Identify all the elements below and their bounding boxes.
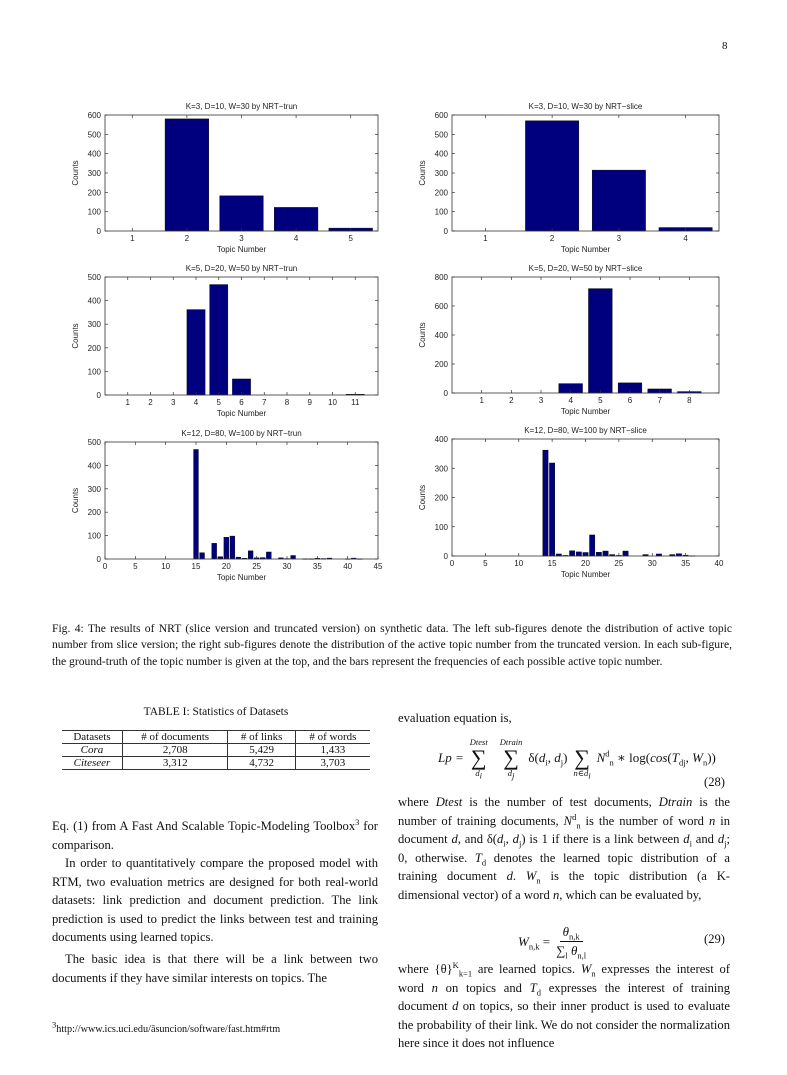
table-cell: Cora <box>80 744 104 756</box>
text-run: in document <box>398 813 731 847</box>
page-number: 8 <box>722 40 728 52</box>
table-header: # of words <box>295 731 370 744</box>
sum-lower-sub: j <box>511 770 515 781</box>
math-symbol: cos <box>650 749 668 765</box>
equation-number-28: (28) <box>704 775 725 789</box>
math-symbol: θ <box>562 924 569 939</box>
math-sup: d <box>572 811 577 822</box>
x-tick-label: 9 <box>307 398 312 407</box>
chart-title: K=12, D=80, W=100 by NRT−trun <box>181 429 302 438</box>
y-tick-label: 200 <box>87 188 101 198</box>
table-header: # of links <box>228 731 295 744</box>
math-symbol: T <box>474 850 482 865</box>
text-run: )) <box>707 749 716 765</box>
math-symbol: Dtest <box>435 795 463 809</box>
math-sub: d <box>481 857 487 868</box>
x-tick-label: 3 <box>616 234 622 243</box>
math-symbol: d <box>717 832 725 847</box>
text-run: for comparison. <box>52 819 378 852</box>
chart-k3-slice <box>407 97 729 263</box>
table-cell: 5,429 <box>228 744 295 757</box>
sum-words <box>573 738 591 781</box>
math-sub: n <box>591 968 596 979</box>
math-sub: l <box>565 950 568 961</box>
bar <box>194 449 199 559</box>
y-axis-label: Counts <box>71 323 80 349</box>
bar <box>266 552 271 559</box>
paragraph-evaluation-metrics <box>52 854 378 947</box>
math-sub: i <box>503 838 506 849</box>
y-tick-label: 0 <box>443 552 448 561</box>
x-tick-label: 7 <box>657 396 662 405</box>
math-sub: n,k <box>528 941 540 952</box>
eq-lhs <box>518 934 550 950</box>
math-sub: n <box>702 757 708 768</box>
text-run: , <box>505 832 513 847</box>
bar <box>590 535 595 556</box>
math-symbol: T <box>529 980 537 995</box>
math-sub: k=1 <box>458 968 473 979</box>
sum-upper: Dtrain <box>499 737 523 747</box>
text-run: where {θ} <box>398 962 453 976</box>
text-run: where <box>398 795 436 809</box>
x-tick-label: 4 <box>683 234 688 243</box>
x-tick-label: 2 <box>148 398 153 407</box>
x-tick-label: 8 <box>687 396 692 405</box>
paragraph-evaluation-intro <box>398 709 730 728</box>
y-tick-label: 200 <box>434 493 448 503</box>
math-symbol: d <box>554 749 561 765</box>
y-tick-label: 100 <box>434 207 448 217</box>
text-run: In order to quantitatively compare the proposed model with RTM, two evaluation metrics are designed for both real-world datasets: link prediction and document prediction. The link prediction is used to predict the links between test and training documents using learned topics. <box>52 856 378 945</box>
math-symbol: N <box>563 813 573 828</box>
figure-caption: Fig. 4: The results of NRT (slice version and truncated version) on synthetic data. The left sub-figures denote the distribution of active topic number from slice version; the right sub-figures denote the distribution of the active topic number from the truncated version. In each sub-figure, the ground-truth of the topic number is given at the top, and the bars represent the frequencies of each possible active topic number. <box>52 622 732 668</box>
bar <box>576 552 581 556</box>
text-run: , which can be evaluated by, <box>559 887 702 902</box>
text-run: expresses the interest of training document <box>398 980 730 1014</box>
chart-svg <box>407 97 729 263</box>
y-axis-label: Counts <box>418 160 427 186</box>
x-tick-label: 35 <box>681 559 691 568</box>
math-symbol: d <box>451 832 458 847</box>
table-header-row <box>62 731 370 744</box>
chart-svg <box>60 259 388 427</box>
x-tick-label: 5 <box>216 398 221 407</box>
y-tick-label: 800 <box>434 273 448 282</box>
bar <box>165 119 209 231</box>
table-row <box>62 744 370 757</box>
y-axis-label: Counts <box>71 160 80 186</box>
x-tick-label: 6 <box>239 398 244 407</box>
x-axis-label: Topic Number <box>560 245 611 254</box>
x-tick-label: 6 <box>627 396 633 405</box>
math-symbol: W <box>692 749 703 765</box>
math-symbol: d <box>496 832 504 847</box>
x-tick-label: 10 <box>328 398 337 407</box>
bar <box>596 552 601 556</box>
y-tick-label: 600 <box>87 111 101 120</box>
text-run: ) <box>563 749 568 765</box>
bar <box>212 543 217 559</box>
text-run: The basic idea is that there will be a link between two documents if they have similar interests on topics. The <box>52 952 378 985</box>
x-tick-label: 35 <box>312 562 322 571</box>
chart-k12-trun <box>60 424 388 591</box>
text-run: . <box>512 869 526 884</box>
plot-frame <box>105 277 378 395</box>
y-tick-label: 100 <box>87 207 101 217</box>
math-symbol: n <box>431 980 438 995</box>
chart-title: K=5, D=20, W=50 by NRT−slice <box>528 264 643 273</box>
math-symbol: T <box>671 749 679 765</box>
table-row <box>62 757 370 770</box>
text-run: evaluation equation is, <box>398 711 512 725</box>
math-symbol: Dtrain <box>658 795 693 809</box>
text-run: is the number of test documents, <box>462 795 659 809</box>
x-tick-label: 5 <box>483 559 488 568</box>
x-tick-label: 15 <box>547 559 557 568</box>
y-tick-label: 600 <box>434 111 448 120</box>
bar <box>569 551 574 556</box>
y-tick-label: 200 <box>434 360 448 369</box>
x-tick-label: 2 <box>509 396 514 405</box>
bar <box>603 551 608 556</box>
bar <box>230 536 235 559</box>
math-sub: dj <box>679 757 686 768</box>
y-tick-label: 500 <box>87 273 101 282</box>
math-sup: 3 <box>355 816 360 827</box>
plot-frame <box>452 115 719 231</box>
x-tick-label: 4 <box>193 398 199 407</box>
bar <box>248 551 253 559</box>
datasets-table <box>62 730 370 770</box>
bar <box>543 450 548 556</box>
x-axis-label: Topic Number <box>560 570 611 579</box>
y-tick-label: 300 <box>87 484 101 494</box>
plot-frame <box>452 277 719 393</box>
y-tick-label: 0 <box>96 227 101 236</box>
chart-k12-slice <box>407 421 729 588</box>
table-cell: 3,703 <box>295 757 370 770</box>
math-symbol: d <box>538 749 546 765</box>
math-sup: K <box>452 959 459 970</box>
y-axis-label: Counts <box>71 487 80 514</box>
eq-delta <box>528 750 567 766</box>
paragraph-eq29-explanation <box>398 960 730 1053</box>
paragraph-eq28-explanation <box>398 793 730 905</box>
paragraph-basic-idea <box>52 950 378 987</box>
chart-title: K=12, D=80, W=100 by NRT−slice <box>524 426 647 435</box>
text-run: ( <box>667 749 672 765</box>
x-tick-label: 0 <box>102 562 108 571</box>
x-tick-label: 2 <box>549 234 555 243</box>
bar <box>592 170 645 231</box>
math-sub: n <box>576 820 581 831</box>
math-symbol: n <box>552 887 560 902</box>
math-sub: j <box>560 757 564 768</box>
y-tick-label: 200 <box>87 508 101 518</box>
bar <box>525 121 578 231</box>
y-tick-label: 300 <box>434 464 448 474</box>
y-tick-label: 0 <box>96 391 101 400</box>
chart-svg <box>60 424 388 591</box>
x-tick-label: 4 <box>293 234 299 243</box>
table-header: Datasets <box>73 731 111 743</box>
table-cell: Citeseer <box>73 757 111 769</box>
math-symbol: θ <box>567 943 578 958</box>
sum-dtrain <box>499 737 523 781</box>
y-tick-label: 100 <box>87 367 101 377</box>
math-sub: i <box>545 757 548 768</box>
x-axis-label: Topic Number <box>216 409 267 418</box>
text-run: ∑ <box>556 943 566 958</box>
bar <box>210 285 228 395</box>
paragraph-eq-reference <box>52 817 378 854</box>
chart-k5-slice <box>407 259 729 425</box>
x-tick-label: 45 <box>373 562 383 571</box>
chart-title: K=3, D=10, W=30 by NRT−trun <box>185 102 298 111</box>
sum-lower: d <box>475 767 480 778</box>
x-tick-label: 3 <box>171 398 176 407</box>
x-tick-label: 0 <box>449 559 455 568</box>
x-tick-label: 20 <box>581 559 590 568</box>
x-tick-label: 3 <box>538 396 544 405</box>
chart-title: K=3, D=10, W=30 by NRT−slice <box>528 102 643 111</box>
y-tick-label: 300 <box>434 169 448 178</box>
sum-lower: d <box>507 767 512 778</box>
y-tick-label: 400 <box>434 149 448 159</box>
sigma-symbol: ∑ <box>503 744 519 770</box>
text-run: ∗ log( <box>613 749 651 765</box>
x-tick-label: 5 <box>348 234 353 243</box>
sum-lower-sub: i <box>479 770 483 781</box>
chart-title: K=5, D=20, W=50 by NRT−trun <box>185 264 298 273</box>
y-tick-label: 200 <box>87 343 101 353</box>
fraction <box>556 924 586 959</box>
sigma-symbol: ∑ <box>470 744 487 770</box>
x-tick-label: 40 <box>714 559 724 568</box>
y-tick-label: 500 <box>87 130 101 140</box>
text-run: , <box>685 749 693 765</box>
chart-svg <box>407 421 729 588</box>
equation-29 <box>518 924 586 959</box>
text-run: are learned topics. <box>472 962 581 976</box>
x-tick-label: 5 <box>133 562 138 571</box>
y-tick-label: 400 <box>87 296 101 306</box>
x-tick-label: 1 <box>125 398 130 407</box>
math-sup: 3 <box>52 1019 57 1030</box>
math-sub: j <box>724 838 727 849</box>
text-run: = <box>539 933 551 949</box>
text-run: on topics and <box>437 980 530 995</box>
math-sub: n,k <box>568 931 580 942</box>
x-axis-label: Topic Number <box>216 573 267 582</box>
chart-k3-trun <box>60 97 388 263</box>
bar <box>220 196 264 231</box>
y-tick-label: 100 <box>434 522 448 532</box>
chart-svg <box>60 97 388 263</box>
y-tick-label: 400 <box>87 149 101 159</box>
y-axis-label: Counts <box>418 484 427 511</box>
x-tick-label: 30 <box>647 559 657 568</box>
math-sub: j <box>518 838 522 849</box>
text-run: expresses the interest of word <box>398 962 730 995</box>
y-tick-label: 300 <box>87 320 101 330</box>
table-cell: 3,312 <box>122 757 227 770</box>
plot-frame <box>105 442 378 559</box>
bar <box>549 463 554 556</box>
footnote <box>52 1019 281 1035</box>
math-symbol: N <box>596 749 606 765</box>
y-tick-label: 0 <box>443 227 448 236</box>
chart-k5-trun <box>60 259 388 427</box>
math-sub: i <box>689 838 692 849</box>
fraction-numerator <box>560 924 583 942</box>
y-tick-label: 400 <box>87 461 101 471</box>
sum-upper: Dtest <box>469 737 488 747</box>
math-sub: n,l <box>577 950 587 961</box>
table-title: TABLE I: Statistics of Datasets <box>143 706 289 718</box>
y-tick-label: 400 <box>434 435 448 444</box>
x-tick-label: 40 <box>343 562 353 571</box>
x-tick-label: 2 <box>184 234 190 243</box>
table-header: # of documents <box>122 731 227 744</box>
x-tick-label: 3 <box>239 234 244 243</box>
bar <box>274 207 318 231</box>
text-run: and <box>691 832 718 847</box>
math-symbol: n <box>708 813 716 828</box>
x-tick-label: 1 <box>130 234 135 243</box>
y-tick-label: 100 <box>87 531 101 541</box>
sum-dtest <box>469 737 488 781</box>
x-axis-label: Topic Number <box>560 407 611 416</box>
fraction-denominator <box>556 942 586 959</box>
math-symbol: W <box>525 869 537 884</box>
bar <box>623 551 628 556</box>
math-sub: n <box>609 757 614 768</box>
math-sub: n <box>536 875 541 886</box>
plot-frame <box>452 439 719 556</box>
text-run: , <box>547 749 555 765</box>
text-run: is the topic distribution (a K-dimensional vector) of a word <box>398 869 730 902</box>
bar <box>588 289 612 393</box>
x-tick-label: 11 <box>351 398 360 407</box>
text-run: is the number of training documents, <box>398 795 730 828</box>
x-tick-label: 20 <box>221 562 231 571</box>
math-sub: d <box>536 987 541 998</box>
x-tick-label: 25 <box>614 559 624 568</box>
math-symbol: d <box>452 999 459 1014</box>
y-tick-label: 300 <box>87 169 101 178</box>
y-tick-label: 500 <box>434 130 448 140</box>
eq-lhs: Lp = <box>438 749 464 765</box>
y-tick-label: 500 <box>87 438 101 447</box>
sum-lower-sub: i <box>588 770 591 781</box>
y-tick-label: 0 <box>96 555 101 564</box>
math-symbol: d <box>512 832 519 847</box>
x-tick-label: 4 <box>568 396 573 405</box>
sigma-symbol: ∑ <box>574 744 590 770</box>
table-cell: 2,708 <box>122 744 227 757</box>
table-cell: 1,433 <box>295 744 370 757</box>
y-tick-label: 200 <box>434 188 448 198</box>
x-tick-label: 1 <box>479 396 484 405</box>
math-symbol: W <box>580 962 592 976</box>
x-tick-label: 25 <box>252 562 262 571</box>
text-run: is the number of word <box>580 813 709 828</box>
y-tick-label: 0 <box>443 389 448 398</box>
table-cell: 4,732 <box>228 757 295 770</box>
sum-lower: n∈d <box>573 767 589 778</box>
math-symbol: d <box>506 869 513 884</box>
eq-rhs <box>597 750 716 766</box>
math-sup: d <box>605 748 610 759</box>
x-tick-label: 30 <box>282 562 292 571</box>
x-tick-label: 10 <box>514 559 524 568</box>
text-run: Eq. (1) from A Fast And Scalable Topic-Modeling Toolbox <box>52 819 356 833</box>
text-run: ) is 1 if there is a link between <box>521 832 684 847</box>
y-axis-label: Counts <box>418 322 427 348</box>
text-run: http://www.ics.uci.edu/āsuncion/software/fast.htm#rtm <box>56 1024 281 1035</box>
x-tick-label: 10 <box>161 562 171 571</box>
y-tick-label: 400 <box>434 331 448 340</box>
bar <box>200 553 205 559</box>
bar <box>187 310 205 395</box>
chart-svg <box>407 259 729 425</box>
text-run: ; 0, otherwise. <box>398 832 730 865</box>
equation-number-29: (29) <box>704 932 725 946</box>
y-tick-label: 600 <box>434 302 448 311</box>
bar <box>291 555 296 559</box>
x-tick-label: 15 <box>191 562 201 571</box>
text-run: , and δ( <box>457 832 497 847</box>
bar <box>224 537 229 559</box>
math-symbol: W <box>518 933 529 949</box>
equation-28 <box>438 737 716 781</box>
x-axis-label: Topic Number <box>216 245 267 254</box>
math-symbol: d <box>683 832 690 847</box>
x-tick-label: 1 <box>483 234 488 243</box>
text-run: denotes the learned topic distribution of a training document <box>398 850 730 884</box>
text-run: on topics, so their inner product is used to evaluate the probability of their link. We do not consider the normalization here since it does not influence <box>398 999 730 1051</box>
x-tick-label: 5 <box>598 396 603 405</box>
text-run: δ( <box>528 749 539 765</box>
x-tick-label: 7 <box>262 398 267 407</box>
x-tick-label: 8 <box>284 398 290 407</box>
